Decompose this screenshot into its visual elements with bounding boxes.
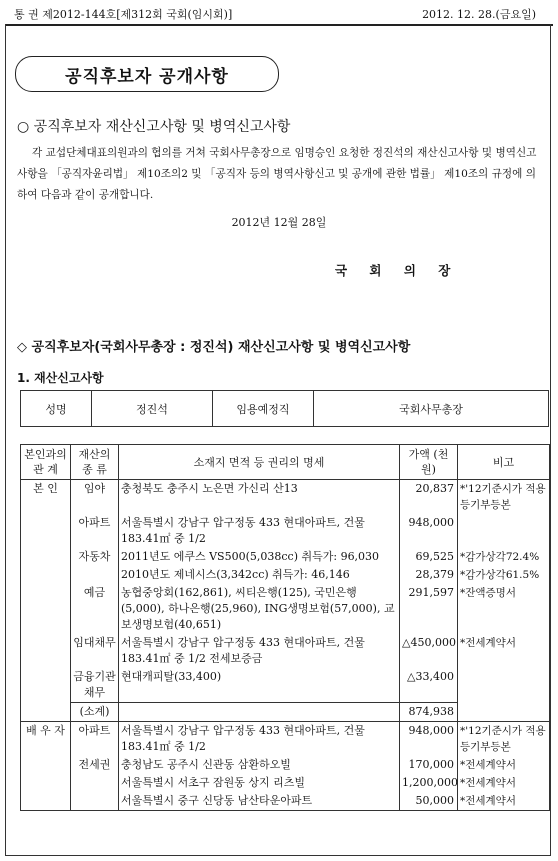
- table-row: [21, 566, 550, 584]
- relation-cell: [21, 668, 71, 703]
- table-row: [21, 756, 550, 774]
- candidate-info-table: [20, 390, 549, 427]
- description-cell: 서울특별시 강남구 압구정동 433 현대아파트, 건물 183.41㎡ 중 1/2: [119, 722, 400, 757]
- description-cell: 충청남도 공주시 신관동 삼환하오빌: [119, 756, 400, 774]
- type-cell: [71, 566, 119, 584]
- relation-cell: 본 인: [21, 480, 71, 515]
- description-cell: 농협중앙회(162,861), 씨티은행(125), 국민은행(5,000), 하나은행(25,960), ING생명보험(57,000), 교보생명보험(40,651): [119, 584, 400, 634]
- type-cell: 자동차: [71, 548, 119, 566]
- note-cell: *전세계약서: [458, 756, 550, 774]
- candidate-section-title: ◇ 공직후보자(국회사무총장 : 정진석) 재산신고사항 및 병역신고사항: [17, 340, 411, 355]
- relation-cell: [21, 566, 71, 584]
- relation-cell: [21, 792, 71, 811]
- relation-cell: [21, 703, 71, 722]
- value-cell: 948,000: [400, 514, 458, 548]
- relation-cell: 배 우 자: [21, 722, 71, 757]
- type-cell: 아파트: [71, 722, 119, 757]
- value-cell: 291,597: [400, 584, 458, 634]
- relation-cell: [21, 774, 71, 792]
- header-description: 소재지 면적 등 권리의 명세: [119, 445, 400, 480]
- table-row: [21, 668, 550, 703]
- table-row: [21, 722, 550, 757]
- property-table: [20, 444, 550, 811]
- note-cell: *'12기준시가 적용 등기부등본: [458, 722, 550, 757]
- description-cell: [119, 703, 400, 722]
- description-cell: 서울특별시 서초구 잠원동 상지 리츠빌: [119, 774, 400, 792]
- header-value: 가액 (천원): [400, 445, 458, 480]
- relation-cell: [21, 634, 71, 668]
- type-cell: 예금: [71, 584, 119, 634]
- note-cell: *잔액증명서: [458, 584, 550, 634]
- table-row: [21, 703, 550, 722]
- note-cell: *감가상각72.4%: [458, 548, 550, 566]
- value-cell: 170,000: [400, 756, 458, 774]
- value-cell: △33,400: [400, 668, 458, 703]
- value-cell: △450,000: [400, 634, 458, 668]
- value-cell: 874,938: [400, 703, 458, 722]
- type-cell: (소계): [71, 703, 119, 722]
- table-row: [21, 548, 550, 566]
- section-title: ○ 공직후보자 재산신고사항 및 병역신고사항: [17, 119, 291, 135]
- type-cell: 임대채무: [71, 634, 119, 668]
- description-cell: 2011년도 에쿠스 VS500(5,038cc) 취득가: 96,030: [119, 548, 400, 566]
- value-cell: 20,837: [400, 480, 458, 515]
- value-cell: 1,200,000: [400, 774, 458, 792]
- issue-line: 통 권 제2012-144호[제312회 국회(임시회)]: [14, 8, 233, 21]
- type-cell: 금융기관 채무: [71, 668, 119, 703]
- value-cell: 948,000: [400, 722, 458, 757]
- table-row: [21, 634, 550, 668]
- subsection-title: 1. 재산신고사항: [17, 371, 104, 385]
- issue-date: 2012. 12. 28.(금요일): [422, 8, 536, 21]
- position-value: 국회사무총장: [314, 391, 549, 427]
- position-label: 임용예정직: [213, 391, 314, 427]
- type-cell: [71, 792, 119, 811]
- note-cell: [458, 514, 550, 548]
- type-cell: 임야: [71, 480, 119, 515]
- table-row: [21, 792, 550, 811]
- note-cell: *전세계약서: [458, 774, 550, 792]
- type-cell: 전세권: [71, 756, 119, 774]
- relation-cell: [21, 548, 71, 566]
- description-cell: 서울특별시 강남구 압구정동 433 현대아파트, 건물 183.41㎡ 중 1/2: [119, 514, 400, 548]
- table-row: [21, 584, 550, 634]
- page-title: 공직후보자 공개사항: [15, 56, 279, 92]
- note-cell: [458, 668, 550, 703]
- table-row: [21, 774, 550, 792]
- issuer: 국 회 의 장: [335, 263, 460, 278]
- value-cell: 28,379: [400, 566, 458, 584]
- description-cell: 현대캐피탈(33,400): [119, 668, 400, 703]
- value-cell: 50,000: [400, 792, 458, 811]
- description-cell: 서울특별시 강남구 압구정동 433 현대아파트, 건물 183.41㎡ 중 1/2 전세보증금: [119, 634, 400, 668]
- header-type: 재산의 종 류: [71, 445, 119, 480]
- table-header: [21, 445, 550, 480]
- notice-paragraph: 각 교섭단체대표의원과의 협의를 거쳐 국회사무총장으로 임명승인 요청한 정진석의 재산신고사항 및 병역신고사항을 「공직자윤리법」 제10조의2 및 「공직자 등의 병역사항신고 및 공개에 관한 법률」 제10조의 규정에 의하여 다음과 같이 공개합니다.: [17, 147, 537, 201]
- note-cell: *전세계약서: [458, 792, 550, 811]
- name-value: 정진석: [92, 391, 213, 427]
- relation-cell: [21, 514, 71, 548]
- description-cell: 충청북도 충주시 노은면 가신리 산13: [119, 480, 400, 515]
- type-cell: [71, 774, 119, 792]
- type-cell: 아파트: [71, 514, 119, 548]
- note-cell: *전세계약서: [458, 634, 550, 668]
- note-cell: [458, 703, 550, 722]
- table-row: [21, 514, 550, 548]
- notice-date: 2012년 12월 28일: [231, 216, 327, 229]
- table-row: [21, 480, 550, 515]
- header-note: 비고: [458, 445, 550, 480]
- relation-cell: [21, 756, 71, 774]
- description-cell: 2010년도 제네시스(3,342cc) 취득가: 46,146: [119, 566, 400, 584]
- value-cell: 69,525: [400, 548, 458, 566]
- description-cell: 서울특별시 중구 신당동 남산타운아파트: [119, 792, 400, 811]
- note-cell: *'12기준시가 적용 등기부등본: [458, 480, 550, 515]
- relation-cell: [21, 584, 71, 634]
- note-cell: *감가상각61.5%: [458, 566, 550, 584]
- name-label: 성명: [21, 391, 92, 427]
- header-relation: 본인과의 관 계: [21, 445, 71, 480]
